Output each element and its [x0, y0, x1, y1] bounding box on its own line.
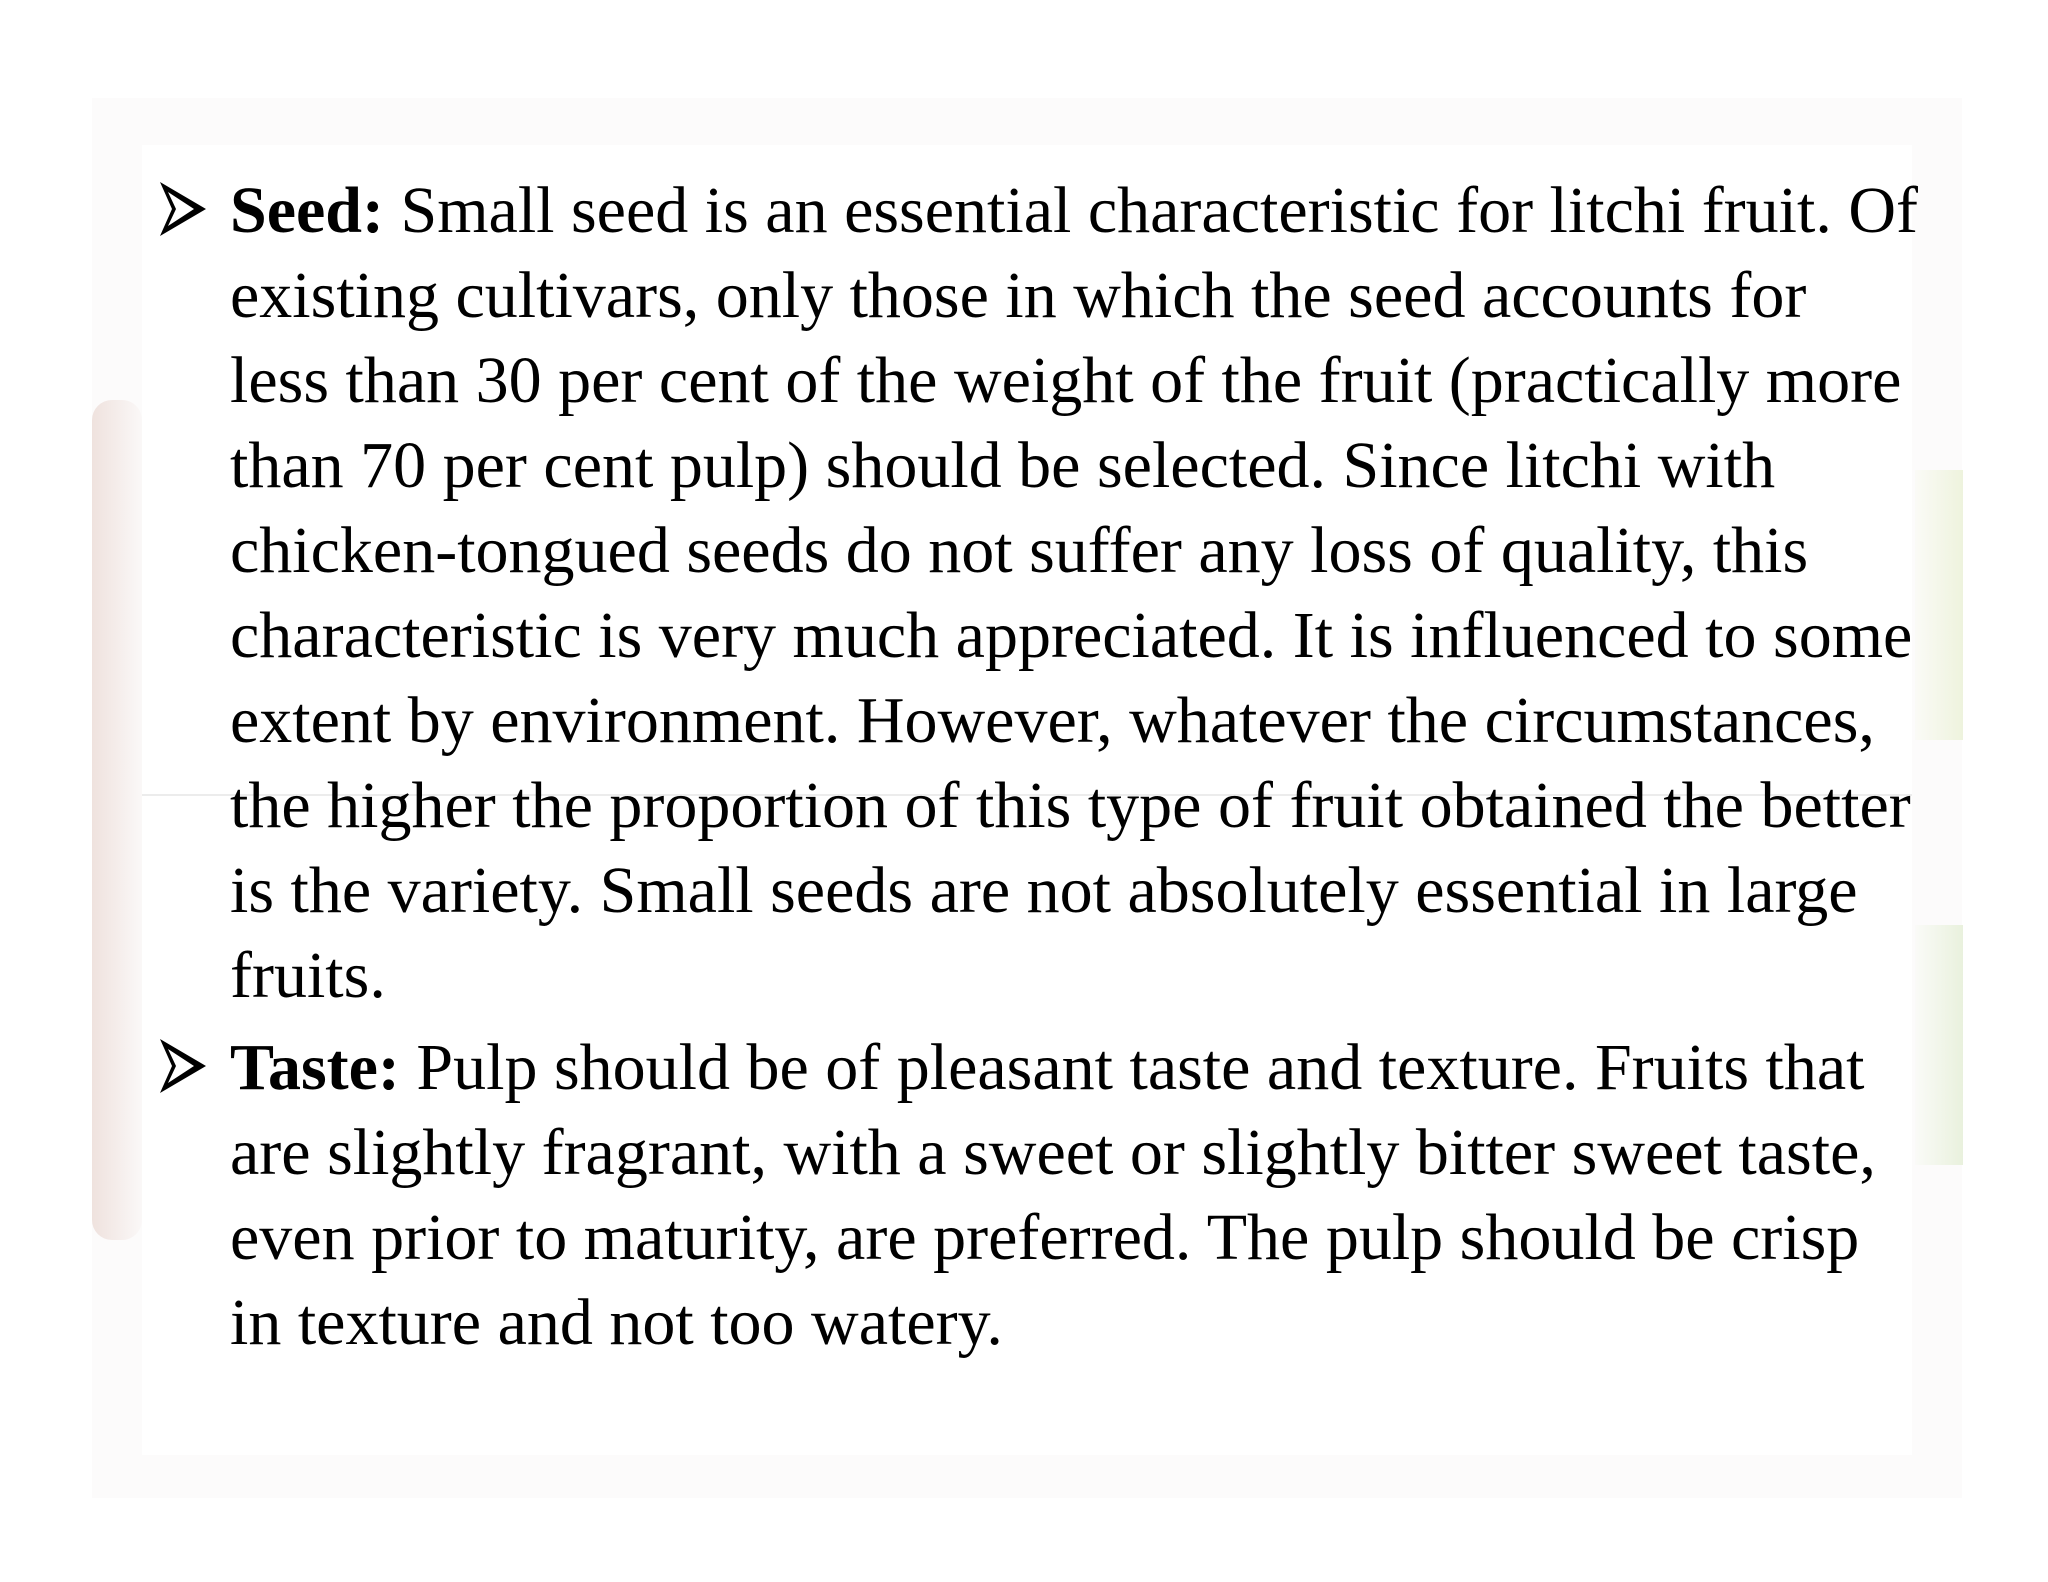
- arrow-bullet-icon: [158, 1035, 208, 1097]
- bullet-term-taste: Taste:: [230, 1031, 400, 1104]
- bullet-paragraph-taste: [230, 1025, 1920, 1365]
- bullet-text-taste: Pulp should be of pleasant taste and texture. Fruits that are slightly fragrant, with a sweet or slightly bitter sweet taste, even prior to maturity, are preferred. The pulp should be crisp in texture and not too watery.: [230, 1031, 1876, 1359]
- bullet-text-seed: Small seed is an essential characteristic for litchi fruit. Of existing cultivars, only those in which the seed accounts for less than 30 per cent of the weight of the fruit (practically more than 70 per cent pulp) should be selected. Since litchi with chicken-tongued seeds do not suffer any loss of quality, this characteristic is very much appreciated. It is influenced to some extent by environment. However, whatever the circumstances, the higher the proportion of this type of fruit obtained the better is the variety. Small seeds are not absolutely essential in large fruits.: [230, 174, 1918, 1012]
- bullet-item-taste: [158, 1025, 1908, 1365]
- background-image-edge-right-bottom: [1915, 925, 1963, 1165]
- bullet-term-seed: Seed:: [230, 174, 384, 247]
- bullet-paragraph-seed: [230, 168, 1920, 1018]
- background-image-edge-right-top: [1915, 470, 1963, 740]
- arrow-bullet-icon: [158, 178, 208, 240]
- bullet-item-seed: [158, 168, 1918, 1018]
- background-image-edge-left: [92, 400, 142, 1240]
